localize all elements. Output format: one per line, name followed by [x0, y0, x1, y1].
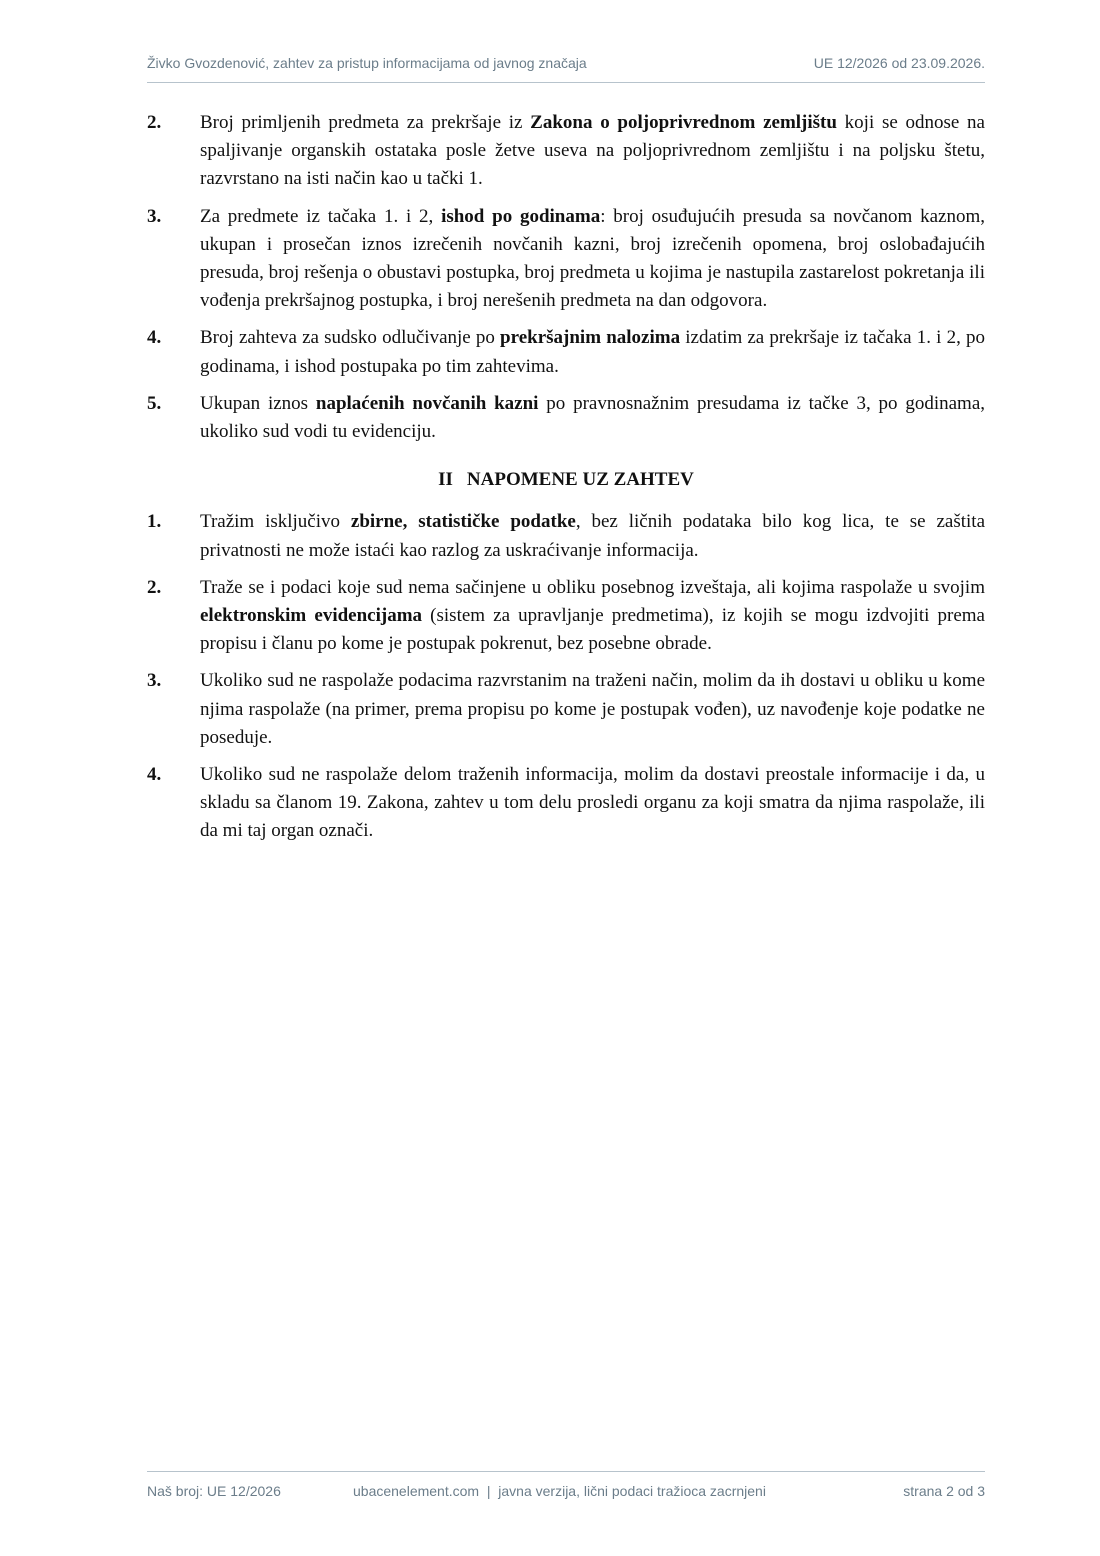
item-number: 3.: [147, 205, 162, 227]
item-text: [200, 390, 985, 446]
item-number: 3.: [147, 670, 162, 692]
item-number: 4.: [147, 764, 162, 786]
item-text: [200, 324, 985, 380]
section-title: NAPOMENE UZ ZAHTEV: [466, 469, 694, 491]
item-text-pre: Ukoliko sud ne raspolaže podacima razvrstanim na traženi način, molim da ih dostavi u obliku u kome njima raspolaže (na primer, prema propisu po kome je postupak vođen), uz navođenje koje podatke ne poseduje.: [200, 670, 985, 748]
item-text-post: , bez ličnih podataka bilo kog lica, te se zaštita privatnosti ne može istaći kao razlog za uskraćivanje informacija.: [200, 511, 986, 561]
document-body: [147, 109, 985, 855]
item-text-bold: naplaćenih novčanih kazni: [315, 392, 539, 414]
item-text-pre: Tražim isključivo: [200, 511, 351, 533]
item-text-pre: Ukupan iznos: [200, 392, 316, 414]
footer-source: ubacenelement.com | javna verzija, lični podaci tražioca zacrnjeni: [353, 1483, 766, 1499]
item-number: 5.: [147, 392, 162, 414]
item-text: [200, 574, 985, 659]
item-text: [200, 203, 985, 316]
item-number: 2.: [147, 112, 162, 133]
header-reference: UE 12/2026 od 23.09.2026.: [813, 55, 985, 71]
item-text-bold: elektronskim evidencijama: [200, 605, 423, 627]
item-text-post: po pravnosnažnim presudama iz tačke 3, po godinama, ukoliko sud vodi tu evidenciju.: [200, 392, 986, 443]
footer-page-number: strana 2 od 3: [903, 1483, 985, 1499]
item-number: 2.: [147, 576, 162, 598]
item-text-post: koji se odnose na spaljivanje organskih ostataka posle žetve useva na poljoprivrednom zemljištu i na poljsku štetu, razvrstano na isti način kao u tački 1.: [200, 112, 985, 190]
item-text-bold: zbirne, statističke podatke: [350, 511, 576, 533]
section-heading: [147, 466, 985, 494]
item-text: [200, 508, 985, 564]
list-item: [147, 324, 985, 380]
list-item: [147, 390, 985, 446]
page-header: [147, 55, 985, 83]
list-item: [147, 109, 985, 194]
list-item: [147, 667, 985, 752]
page-footer: [147, 1471, 985, 1502]
footer-reference: Naš broj: UE 12/2026: [147, 1483, 281, 1499]
list-item: [147, 203, 985, 316]
item-text-post: izdatim za prekršaje iz tačaka 1. i 2, po godinama, i ishod postupaka po tim zahtevima.: [200, 327, 985, 377]
section-number: II: [438, 469, 453, 491]
item-number: 4.: [147, 327, 162, 349]
item-text: [200, 667, 985, 752]
list-item: [147, 761, 985, 846]
item-text-pre: Broj primljenih predmeta za prekršaje iz: [200, 112, 531, 133]
item-text-pre: Ukoliko sud ne raspolaže delom traženih informacija, molim da dostavi preostale informacije i da, u skladu sa članom 19. Zakona, zahtev u tom delu prosledi organu za koji smatra da njima raspolaže, ili da mi taj organ označi.: [200, 764, 985, 842]
item-text-bold: ishod po godinama: [441, 205, 601, 227]
item-text-post: (sistem za upravljanje predmetima), iz kojih se mogu izdvojiti prema propisu i članu po kome je postupak pokrenut, bez posebne obrade.: [200, 605, 985, 655]
list-item: [147, 574, 985, 659]
header-title: Živko Gvozdenović, zahtev za pristup informacijama od javnog značaja: [147, 55, 587, 71]
item-text-pre: Broj zahteva za sudsko odlučivanje po: [200, 327, 501, 349]
item-text-bold: Zakona o poljoprivrednom zemljištu: [530, 112, 837, 133]
item-number: 1.: [147, 511, 162, 533]
item-text-post: : broj osuđujućih presuda sa novčanom kaznom, ukupan i prosečan iznos izrečenih novčanih kazni, broj izrečenih opomena, broj oslobađajućih presuda, broj rešenja o obustavi postupka, broj predmeta u kojima je nastupila zastarelost pokretanja ili vođenja prekršajnog postupka, i broj nerešenih predmeta na dan odgovora.: [200, 205, 985, 312]
item-text-pre: Za predmete iz tačaka 1. i 2,: [200, 205, 442, 227]
item-text-pre: Traže se i podaci koje sud nema sačinjene u obliku posebnog izveštaja, ali kojima raspolaže u svojim: [200, 576, 985, 598]
list-item: [147, 508, 985, 564]
item-text-bold: prekršajnim nalozima: [500, 327, 681, 349]
item-text: [200, 109, 985, 194]
item-text: [200, 761, 985, 846]
